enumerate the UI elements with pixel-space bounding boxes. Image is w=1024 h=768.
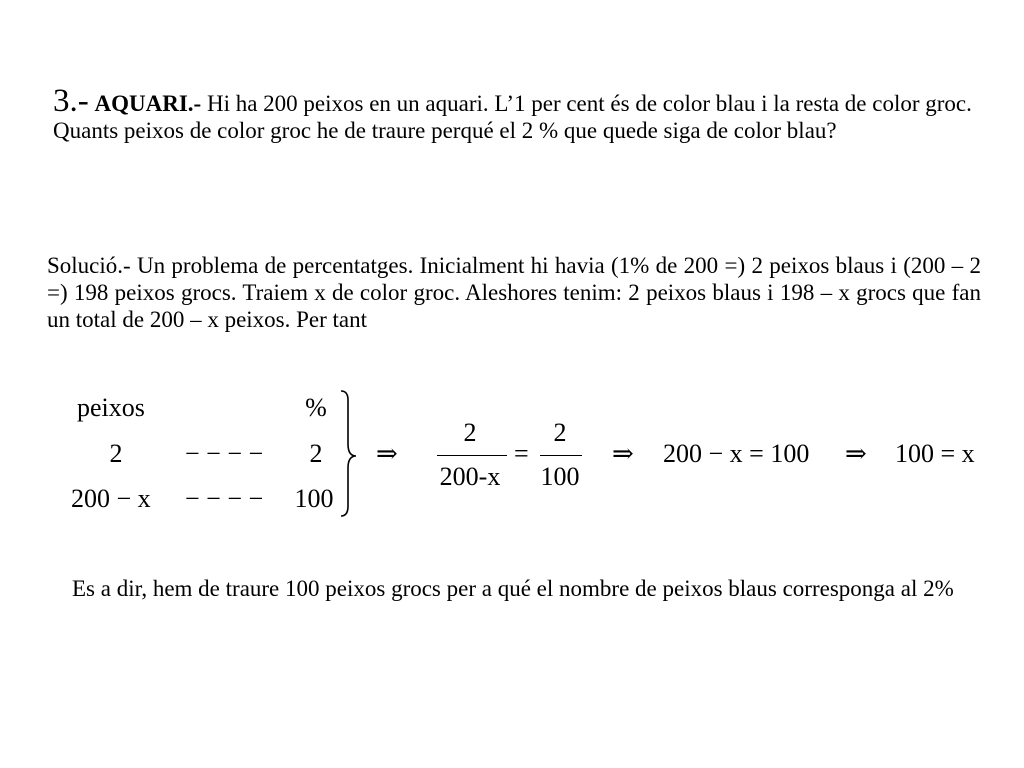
problem-title: AQUARI.-: [94, 91, 202, 116]
conclusion-text: Es a dir, hem de traure 100 peixos grocs per a qué el nombre de peixos blaus corresponga al 2%: [72, 576, 954, 601]
problem-number: 3.-: [53, 83, 89, 119]
solution-text: Solució.- Un problema de percentatges. Inicialment hi havia (1% de 200 =) 2 peixos blaus i (200 – 2 =) 198 peixos grocs. Traiem x de color groc. Aleshores tenim: 2 peixos blaus i 198 – x grocs que fan un total de 200 – x peixos. Per tant: [47, 253, 981, 332]
fraction1-line: [437, 455, 507, 456]
row2-peixos: 200 − x: [71, 484, 151, 513]
fraction2-denominator: 100: [540, 462, 580, 491]
equation-result: 100 = x: [895, 439, 975, 468]
implies-arrow-3: ⇒: [845, 439, 867, 468]
row1-dashes: − − − −: [185, 439, 264, 468]
fraction1-denominator: 200-x: [439, 462, 501, 491]
row1-peixos: 2: [109, 439, 123, 468]
equation-step2: 200 − x = 100: [663, 439, 810, 468]
fraction2-line: [540, 455, 582, 456]
fraction2-numerator: 2: [553, 418, 567, 447]
header-percent: %: [305, 393, 327, 422]
problem-text: Hi ha 200 peixos en un aquari. L’1 per cent és de color blau i la resta de color groc. Quants peixos de color groc he de traure perqué el 2 % que quede siga de color blau?: [53, 91, 972, 143]
fraction1-numerator: 2: [463, 418, 477, 447]
row2-dashes: − − − −: [185, 484, 264, 513]
implies-arrow-1: ⇒: [376, 439, 398, 468]
equals-sign: =: [514, 439, 529, 468]
row2-percent: 100: [294, 484, 334, 513]
implies-arrow-2: ⇒: [612, 439, 634, 468]
header-peixos: peixos: [77, 393, 145, 422]
row1-percent: 2: [309, 439, 323, 468]
